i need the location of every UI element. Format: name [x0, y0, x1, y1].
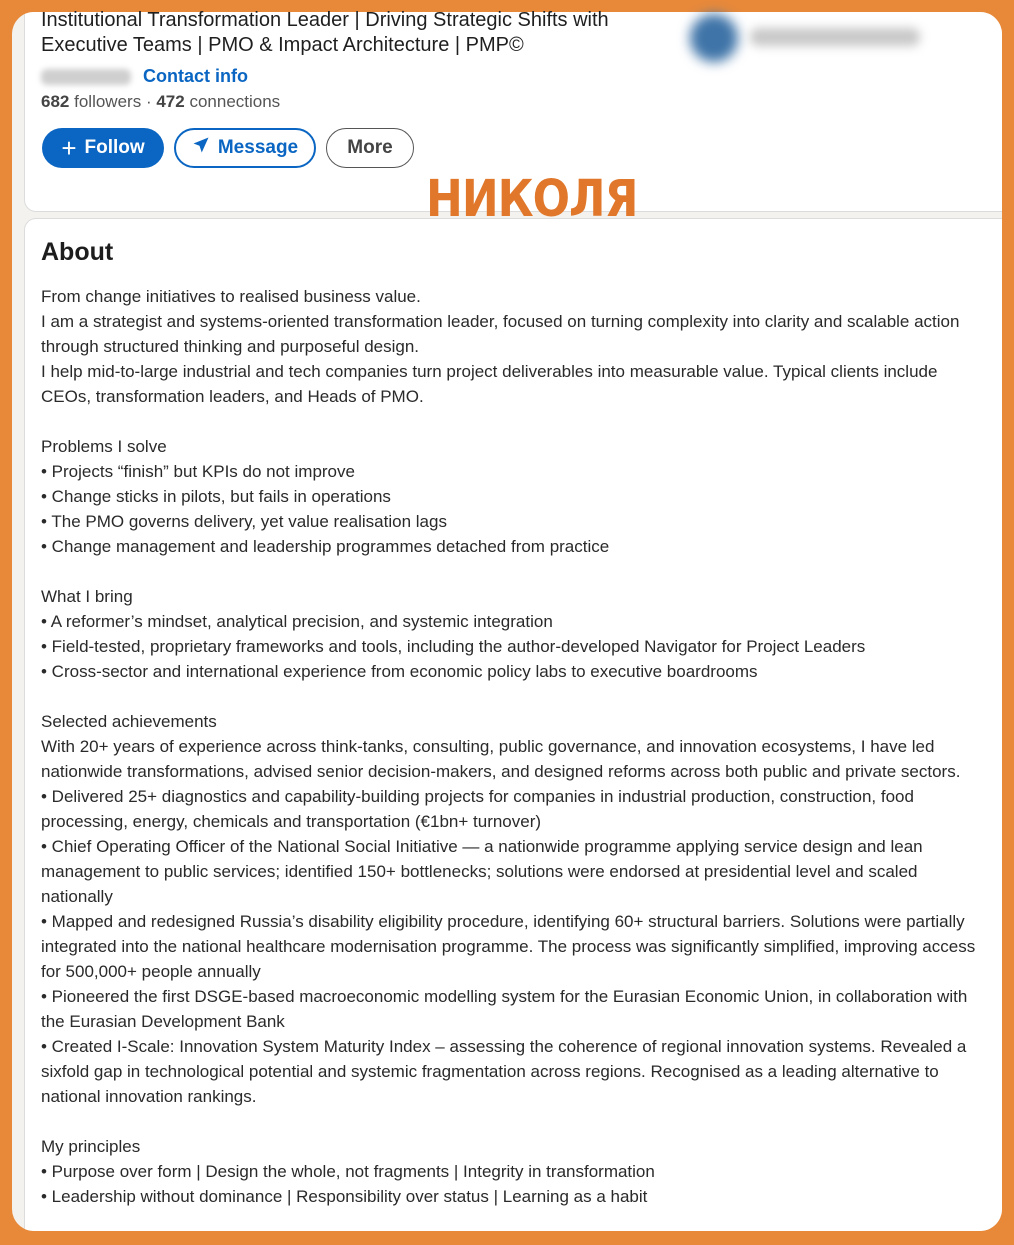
about-line: • Mapped and redesigned Russia’s disability eligibility procedure, identifying 60+ structural barriers. Solutions were partially integrated into the national healthcare modernisation programme. The process was significantly simplified, improving access for 500,000+ people annually [41, 912, 976, 981]
more-button[interactable] [326, 128, 414, 168]
contact-info-link[interactable]: Contact info [143, 66, 248, 86]
about-line: • Chief Operating Officer of the National Social Initiative — a nationwide programme applying service design and lean management to public services; identified 150+ bottlenecks; solutions were endorsed at presidential level and scaled nationally [41, 837, 923, 906]
about-line: My principles [41, 1137, 141, 1156]
about-line: • Cross-sector and international experience from economic policy labs to executive boardrooms [41, 662, 758, 681]
about-line: • Purpose over form | Design the whole, not fragments | Integrity in transformation [41, 1162, 655, 1181]
send-icon [192, 136, 210, 160]
more-label: More [347, 137, 393, 158]
followers-count: 682 [41, 92, 70, 111]
follow-button[interactable] [42, 128, 164, 168]
about-line: • A reformer’s mindset, analytical precision, and systemic integration [41, 612, 553, 631]
about-line: I help mid-to-large industrial and tech companies turn project deliverables into measurable value. Typical clients include CEOs, transformation leaders, and Heads of PMO. [41, 362, 938, 406]
watermark-text: НИКОЛЯ [426, 170, 638, 229]
about-line: • Delivered 25+ diagnostics and capability-building projects for companies in industrial production, construction, food processing, energy, chemicals and transportation (€1bn+ turnover) [41, 787, 914, 831]
about-line: • Leadership without dominance | Responsibility over status | Learning as a habit [41, 1187, 648, 1206]
message-button[interactable] [174, 128, 316, 168]
blurred-location [41, 69, 131, 85]
connections-label: connections [189, 92, 281, 111]
followers-label: followers [74, 92, 142, 111]
plus-icon: + [61, 133, 77, 163]
about-line: From change initiatives to realised business value. [41, 287, 421, 306]
about-line: Problems I solve [41, 437, 167, 456]
connections-count: 472 [156, 92, 185, 111]
about-line: Selected achievements [41, 712, 217, 731]
about-line: With 20+ years of experience across think-tanks, consulting, public governance, and innovation ecosystems, I have led nationwide transformations, advised senior decision-makers, and designed reforms across both public and private sectors. [41, 737, 961, 781]
blurred-profile-badge [690, 10, 940, 70]
about-line: • Field-tested, proprietary frameworks and tools, including the author-developed Navigator for Project Leaders [41, 637, 866, 656]
blurred-name [750, 28, 920, 46]
about-text [41, 284, 989, 1209]
blurred-avatar [690, 14, 738, 62]
about-line: • Created I-Scale: Innovation System Maturity Index – assessing the coherence of regional innovation systems. Revealed a sixfold gap in technological potential and systemic fragmentation across regions. Recognised as a leading alternative to national innovation rankings. [41, 1037, 967, 1106]
about-line: • Change management and leadership programmes detached from practice [41, 537, 610, 556]
profile-stats [41, 92, 280, 112]
stats-separator: · [145, 92, 152, 111]
message-label: Message [217, 137, 299, 158]
about-line: I am a strategist and systems-oriented transformation leader, focused on turning complexity into clarity and scalable action through structured thinking and purposeful design. [41, 312, 960, 356]
about-line: • Change sticks in pilots, but fails in operations [41, 487, 391, 506]
about-line: • Projects “finish” but KPIs do not improve [41, 462, 355, 481]
profile-headline: Institutional Transformation Leader | Driving Strategic Shifts with Executive Teams | PMO & Impact Architecture | PMP© [41, 9, 609, 56]
about-line: • The PMO governs delivery, yet value realisation lags [41, 512, 447, 531]
about-heading: About [41, 238, 114, 266]
about-line: • Pioneered the first DSGE-based macroeconomic modelling system for the Eurasian Economic Union, in collaboration with the Eurasian Development Bank [41, 987, 968, 1031]
about-line: What I bring [41, 587, 133, 606]
follow-label: Follow [84, 137, 145, 158]
